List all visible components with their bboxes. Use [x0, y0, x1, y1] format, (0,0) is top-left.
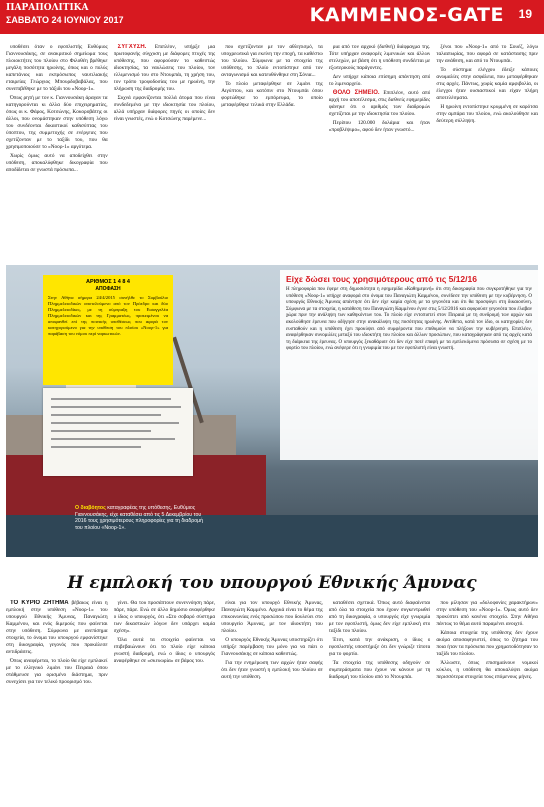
doc-line [51, 438, 175, 440]
issue-date: ΣΑΒΒΑΤΟ 24 ΙΟΥΝΙΟΥ 2017 [6, 15, 124, 25]
paragraph: Έτσι, κατά την ανάκριση, ο ίδιος ο εφοπλιστής υποστήριξε ότι δεν γνώριζε τίποτα για το φορτίο. [328, 637, 431, 657]
sidebar-box [280, 270, 538, 460]
paragraph: ξένοι που «Νοορ-1» από το Σουέζ, λόγω ταλαιπωρίας, που αφορά σε κατάστασης πριν την ανάθεση, και από το Ντουμπάι. [436, 44, 538, 64]
section-title: ΚΑΜΜΕΝΟΣ-GATE [309, 4, 504, 26]
doc-line [51, 414, 161, 416]
paragraph: Για την ενημέρωση των αρχών ήταν σαφής ότι δεν ήταν γνωστή η εμπλοκή του πλοίου σε αυτή την υπόθεση. [221, 660, 323, 680]
caption-text: καταγραφέας της υπόθεσης, Ευθύμιος Γιαννουσάκης, είχε καταθέσει από τις 5 Δεκεμβρίου του 2016 τους χρησιμότερους πληροφορίες για τη διαδρομή του πλοίου «Νοορ-1». [75, 505, 204, 531]
masthead-title: ΠΑΡΑΠΟΛΙΤΙΚΑ [6, 3, 89, 13]
page-header [0, 0, 544, 34]
bottom-column-4 [329, 600, 431, 802]
paragraph: Τα στοιχεία της υπόθεσης οδηγούν σε συμπεράσματα που έχουν να κάνουν με τη διαδρομή του πλοίου από το Ντουμπάι. [328, 660, 431, 680]
paragraph [329, 90, 431, 118]
paragraph: Κάποια στοιχεία της υπόθεσης δεν έχουν ακόμα αποσαφηνιστεί, όπως το ζήτημα του ποια ήταν τα πρόσωπα που χρηματοδότησαν το ταξίδι του πλοίου. [436, 630, 538, 657]
paragraph: που μίλησαν για «δολοφονίες χαρακτήρων» στην υπόθεση του «Νοορ-1». Όμως αυτό δεν προκύπτει από κανένα στοιχείο. Στην Αθήνα πάντως το θέμα αυτό παραμένει ανοιχτό. [436, 600, 538, 627]
subhead-dark-point: ΘΟΛΟ ΣΗΜΕΙΟ. [332, 90, 380, 96]
sidebar-text: Η πληροφορία που έφερε στη δημοσιότητα η εφημερίδα «Καθημερινή» ότι στη δικογραφία που συγκροτήθηκε για την υπόθεση «Νοορ-1» υπήρχε αναφορά στο όνομα του Παναγιώτη Καμμένου, συνέδεσε την υπόθεση με την κυβέρνηση. Ο υπουργός Εθνικής Άμυνας απάντησε ότι δεν είχε καμία σχέση με τα γεγονότα και ότι θα προσφύγει στη δικαιοσύνη. Σύμφωνα με τα στοιχεία, η κατάθεση του Παναγιώτη Καμμένου έγινε στις 5/12/2016 και αφορούσε γεγονότα που έλαβαν χώρα πριν την ανάληψη των καθηκόντων του. Το πλοίο είχε εντοπιστεί στον Πειραιά με τη συνδρομή των αρχών και ακολούθησε έρευνα που οδήγησε στην ανακάλυψη της ποσότητας ηρωίνης. Αντίθετα, κατά τον ίδιο, οι κατηγορίες δεν ευσταθούν και η υπόθεση έχει προκύψει από συμφέροντα που επιθυμούν να πλήξουν την κυβέρνηση. Επιπλέον, αναφέρθηκαν συνομιλίες μεταξύ του ιδιοκτήτη του πλοίου και άλλων προσώπων, που καταγράφηκαν από τις αρχές κατά τη διάρκεια της έρευνας. Ο υπουργός ξεκαθάρισε ότι δεν είχε ποτέ επαφή με τα εμπλεκόμενα πρόσωπα σε σχέση με το φορτίο του πλοίου, ενώ ανέφερε ότι η γνωριμία του με τον εφοπλιστή είναι γνωστή. [286, 287, 532, 352]
decision-text: Στην Αθήνα σήμερα 24/4/2015 συνήλθε το Συμβούλιο Πλημμελειοδικών αποτελούμενο από τον Πρόεδρο και δύο Πλημμελειοδίκες, με τη σύμπραξη του Εισαγγελέα Πλημμελειοδικών και της Γραμματέως, προκειμένου να αποφανθεί επί της ποινικής υποθέσεως που αφορά τον κατηγορούμενο για την υπόθεση του πλοίου «Νοορ-1» για παράβαση του νόμου περί ναρκωτικών. [48, 295, 168, 336]
paragraph: καταθέσει σχετικά. Όπως αυτό διαφαίνεται από όλα τα στοιχεία που έχουν συγκεντρωθεί από τη δικογραφία, ο υπουργός είχε γνωριμία με τον εφοπλιστή, όμως δεν είχε εμπλοκή στο ταξίδι του πλοίου. [328, 600, 431, 634]
doc-line [51, 398, 171, 400]
paragraph: Όπως ρητή με τον κ. Γιαννουσάκη άραγαν τα κατηγορούνται κι άλλα δύο επιχειρηματίες, όπως οι κ. Φάρος, Κοτσώνης, Κοκοροβάτης οι άλλοι, που ονομάστηκαν στην υπόθεση λόγω του συνδέονται δικαστικοί καθισύπτας του ύποπτου, της συμμετοχής σε ενέργειες που σχετίζονταν με το ταξίδι του, που θα χρησιμοποιούσε το «Νοορ-1» αργότερα. [6, 95, 108, 150]
caption-lead: Ο διαβόητος [75, 505, 106, 511]
paragraph-text: Επιπλέον, υπήρξε μια πρωτοφανής σύγχυση με διάφορες πτυχές της υπόθεσης, που αφορούσαν το καθεστώς ιδιοκτησίας, τα ναυλώσεις του πλοίου, τον ελλιμενισμό του στο Ντουμπάι, τη χρήση του, τον τρόπο τροφοδοσίας του με ηρωίνη, την πλήρωση της διαδρομής του. [113, 44, 216, 92]
doc-line [51, 422, 179, 424]
paragraph-text: βέβαιως είναι η εμπλοκή στην υπόθεση «Νοορ-1» του υπουργού Εθνικής Άμυνας, Παναγιώτη Καμμένου, και ενός διμερούς που φαίνεται στην υπόθεση. Σύμφωνα με ανεπίσημα στοιχεία, το όνομα του υπουργού εμφανίστηκε στη δικογραφία, γεγονός που προκάλεσε αντιδράσεις. [6, 600, 108, 655]
paragraph: Όλα αυτά τα στοιχεία φαίνεται να επιβεβαιώνουν ότι το πλοίο είχε κάποια γνωστή διαδρομή, ενώ ο ίδιος ο υπουργός αναφέρθηκε σε «σκευωρία» σε βάρος του. [113, 637, 216, 664]
paragraph: που σχετίζονταν με τον αθλητισμό, τα υποχρεωτικά για εκείνη την εποχή, τα καθέστω του πλοίου. Σύμφωνα με τα στοιχεία της υπόθεσης, το πλοίο εντοπίστηκε από τον ανταγωνισμό και κατευθύνθηκε στη Σόνια... [221, 44, 323, 78]
paragraph: Το πλοίο μεταφέρθηκε σε λιμάνι της Αιγύπτου, και κατόπιν στο Ντουμπάι όπου φορτώθηκε το εμπόρευμα, το οποίο μεταφέρθηκε τελικά στην Ελλάδα. [221, 81, 323, 108]
photo-caption [75, 505, 205, 531]
paragraph: Δεν υπήρχε κάποια επίσημη απάντηση από το λιμεναρχείο. [328, 74, 431, 87]
bottom-column-2 [114, 600, 216, 802]
bottom-column-3 [221, 600, 323, 802]
decision-number: ΑΡΙΘΜΟΣ 1 4 8 4 [86, 279, 130, 285]
paragraph: Το σύστημα ελέγχου έδειξε κάποιες ανωμαλίες στην ασφάλεια, που μεταφέρθηκαν στις αρχές. Πάντως, χωρίς καμία αμφιβολία, οι έλεγχοι ήταν ουσιαστικοί και είχαν πλήρη αποτελέσματα. [436, 67, 538, 101]
masthead [6, 2, 124, 26]
paragraph: Περίπου 120.000 δολάρια και ήταν «προβλέψιμο», αφού δεν ήταν γνωστό... [328, 120, 431, 133]
top-article-columns [6, 44, 538, 262]
document-page-image [43, 388, 193, 476]
article-headline: Η εμπλοκή του υπουργού Εθνικής Άμυνας [67, 573, 477, 593]
paragraph-text: Επιπλέον, αυτό από αρχή του αποτέλεσμα, στις διεθνείς εφημερίδες φάνηκε ότι ο αριθμός των διαδρομών σχετίζεται με την ιδιοκτησία του πλοίου. [328, 90, 431, 117]
paragraph: γίνει. Θα του προσάπτουν συνεννόηση πάρε, πάρε, πάρε. Ενώ σε άλλο δημόσιο αναφέρθηκε ο ίδιος ο υπουργός, ότι «Στο σοβαρό σύστημα των δικαστικών λόγων δεν υπάρχει καμία σχέση». [113, 600, 216, 634]
sidebar-title: Είχε δώσει τους χρησιμότερους από τις 5/12/16 [286, 274, 477, 284]
top-column-2 [114, 44, 216, 262]
top-column-1 [6, 44, 108, 262]
doc-line [51, 406, 181, 408]
paragraph: ρια από τον αρχικό (διεθνή) διάφραγμα της. Τότε υπήρχαν αναφορές λιμενικών και άλλων στελεχών, με βάση ότι η υπόθεση συνδέεται με εξωτερικούς παράγοντες. [328, 44, 431, 71]
bottom-column-1 [6, 600, 108, 802]
court-decision-excerpt [43, 275, 173, 385]
bottom-article-columns [6, 600, 538, 802]
paragraph [114, 44, 216, 93]
top-column-4 [329, 44, 431, 262]
paragraph: Άλλωστε, όπως επισημαίνουν νομικοί κύκλοι, η υπόθεση θα αποκαλύψει ακόμα περισσότερα στοιχεία τους επόμενους μήνες. [436, 660, 538, 680]
paragraph: Η ηρωίνη εντοπίστηκε κρυμμένη σε καρότσα στην αμπάρα του πλοίου, ενώ ακολούθησε και δεύτερη σύλληψη. [436, 104, 538, 124]
bottom-column-5 [436, 600, 538, 802]
top-column-5 [436, 44, 538, 262]
decision-label: ΑΠΟΦΑΣΗ [95, 286, 121, 292]
paragraph: είναι για τον υπουργό Εθνικής Άμυνας, Παναγιώτη Καμμένο. Αρχικά είναι το θέμα της επικοινωνίας ενός προσώπου που δουλεύει στο υπουργείο Άμυνας, με τον ιδιοκτήτη του πλοίου. [221, 600, 323, 634]
subhead-confusion: ΣΥΓΧΥΣΗ. [117, 44, 147, 50]
paragraph: Ο υπουργός Εθνικής Άμυνας υποστηρίζει ότι υπήρξε παρέμβαση του μόνο για να πάει ο Γιαννουσάκης σε κάποια καθεστώς. [221, 637, 323, 657]
paragraph [6, 600, 108, 656]
paragraph: υποθέσει όταν ο εφοπλιστής Ευθύμιος Γιαννουσάκης, σε ανακριτικό σημείωμα τους πλοιοκτήτες του πλοίου στο Φιλοθέη βρέθηκε μεγάλη ποσότητα ηρωίνης, όπως και ο πολύς καπετάνιος και εκπρόσωπος ναυτιλιακής εταιρείας Γεώργιος Μπουρδοβαβάλας, που συνεπιβέθηκε με το τάξιδι του «Νοορ-1». [6, 44, 108, 92]
paragraph: Όπως αναφέρεται, το πλοίο θα είχε εμπλακεί με το ελληνικό λιμάνι του Πειραιά όπου στάθμευσε για ορισμένο διάστημα, πριν συνεχίσει για τον τελικό προορισμό του. [6, 658, 108, 685]
doc-line [51, 430, 151, 432]
top-column-3 [221, 44, 323, 262]
page-number: 19 [518, 7, 532, 21]
paragraph: Χωρίς όμως αυτό να αποδείχθει στην υπόθεση, αποκαλύφθηκε δικογραφία που αποδίδεται σε γνωστά πρόσωπα... [6, 153, 108, 173]
paragraph: Συχνά εμφανίζονται πολλά άτομα που είναι συνδεδεμένα με την ιδιοκτησία του πλοίου, αλλά υπήρχαν διάφορες πηγές οι οποίες δεν είναι γνωστές, ενώ ο Κοτσώνης παρέμενε... [113, 95, 216, 122]
doc-line [51, 446, 141, 448]
lead-in: ΤΟ ΚΥΡΙΟ ΖΗΤΗΜΑ [10, 600, 69, 606]
